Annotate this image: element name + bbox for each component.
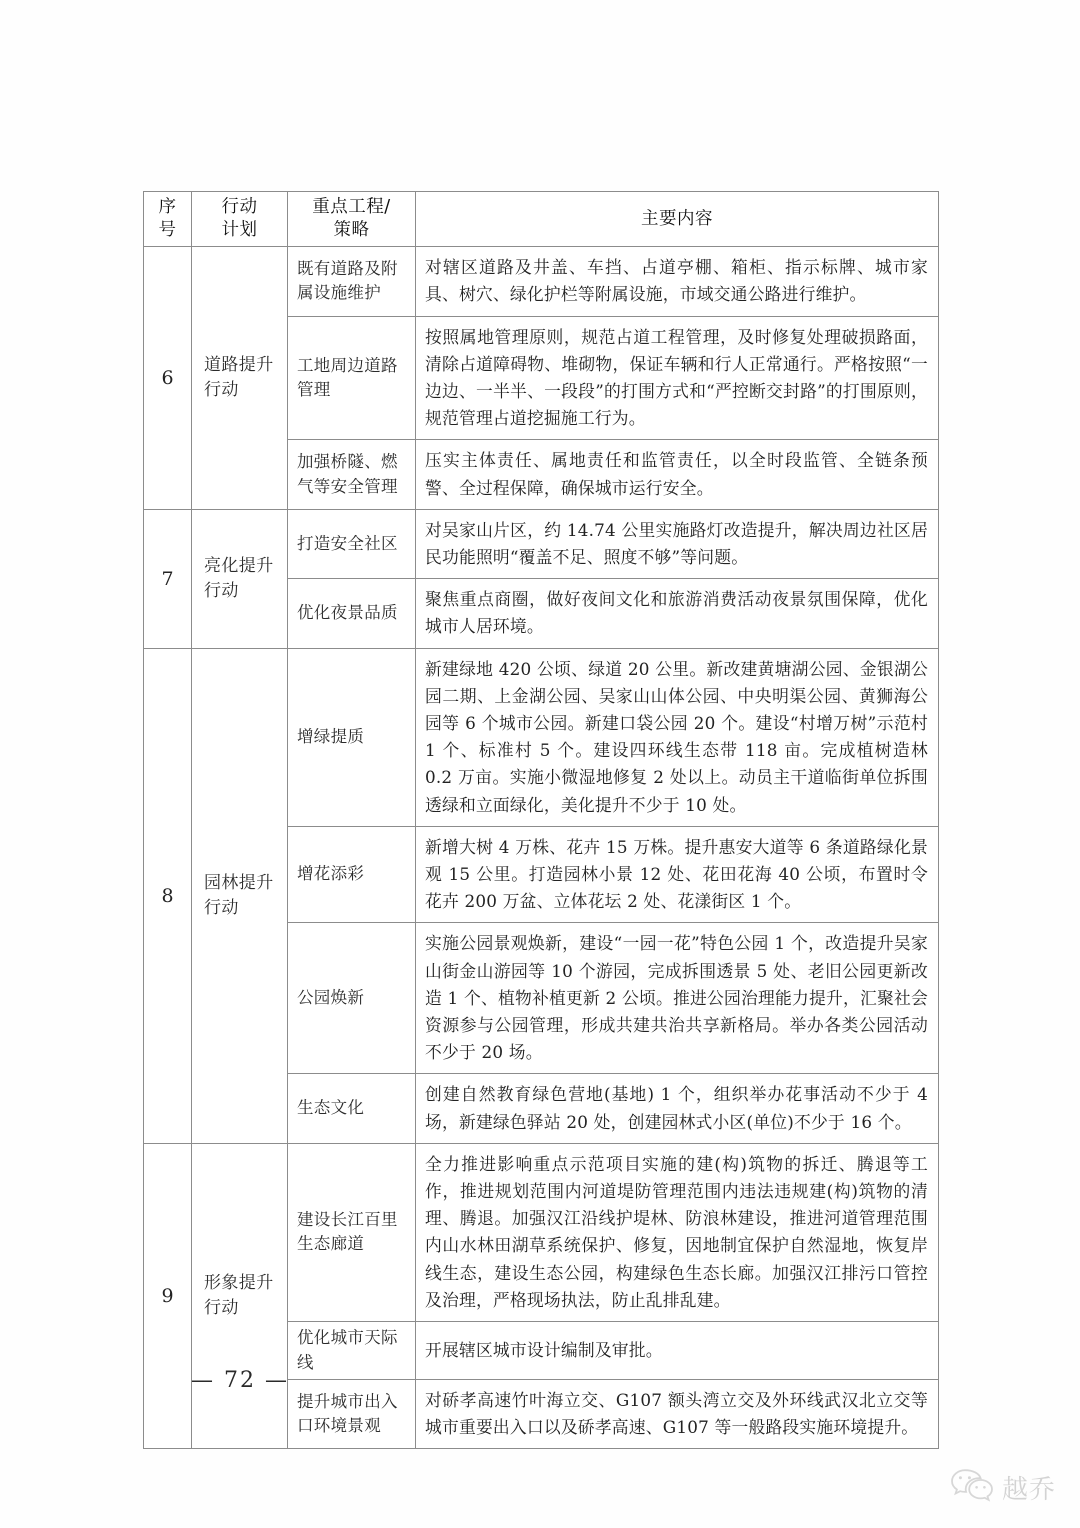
cell-main-content: 对吴家山片区，约 14.74 公里实施路灯改造提升，解决周边社区居民功能照明“覆盖不足、照度不够”等问题。 xyxy=(416,509,939,578)
table-header xyxy=(144,192,939,247)
cell-key-project: 既有道路及附属设施维护 xyxy=(288,247,416,316)
cell-main-content: 聚焦重点商圈，做好夜间文化和旅游消费活动夜景氛围保障，优化城市人居环境。 xyxy=(416,579,939,648)
column-header-project-line1: 重点工程/ xyxy=(312,197,391,217)
cell-main-content: 对硚孝高速竹叶海立交、G107 额头湾立交及外环线武汉北立交等城市重要出入口以及硚孝高速、G107 等一般路段实施环境提升。 xyxy=(416,1379,939,1448)
wechat-icon xyxy=(950,1468,994,1506)
cell-main-content: 对辖区道路及井盖、车挡、占道亭棚、箱柜、指示标牌、城市家具、树穴、绿化护栏等附属设施，市域交通公路进行维护。 xyxy=(416,247,939,316)
cell-key-project: 提升城市出入口环境景观 xyxy=(288,1379,416,1448)
cell-sequence-number: 9 xyxy=(144,1143,192,1448)
cell-main-content: 开展辖区城市设计编制及审批。 xyxy=(416,1322,939,1380)
cell-main-content: 创建自然教育绿色营地(基地) 1 个，组织举办花事活动不少于 4 场，新建绿色驿站 20 处，创建园林式小区(单位)不少于 16 个。 xyxy=(416,1074,939,1143)
page-number: — 72 — xyxy=(191,1368,289,1393)
column-header-no: 序号 xyxy=(144,192,192,247)
cell-key-project: 生态文化 xyxy=(288,1074,416,1143)
table-row xyxy=(144,1143,939,1321)
table-row xyxy=(144,247,939,316)
column-header-main: 主要内容 xyxy=(416,192,939,247)
table-body xyxy=(144,247,939,1449)
cell-main-content: 全力推进影响重点示范项目实施的建(构)筑物的拆迁、腾退等工作，推进规划范围内河道堤防管理范围内违法违规建(构)筑物的清理、腾退。加强汉江沿线护堤林、防浪林建设，推进河道管理范围内山水林田湖草系统保护、修复，因地制宜保护自然湿地，恢复岸线生态，建设生态公园，构建绿色生态长廊。加强汉江排污口管控及治理，严格现场执法，防止乱排乱建。 xyxy=(416,1143,939,1321)
cell-action-plan: 园林提升行动 xyxy=(192,648,288,1143)
cell-sequence-number: 8 xyxy=(144,648,192,1143)
cell-sequence-number: 7 xyxy=(144,509,192,648)
cell-key-project: 增绿提质 xyxy=(288,648,416,826)
table-row xyxy=(144,509,939,578)
cell-sequence-number: 6 xyxy=(144,247,192,510)
cell-key-project: 公园焕新 xyxy=(288,923,416,1074)
cell-main-content: 新增大树 4 万株、花卉 15 万株。提升惠安大道等 6 条道路绿化景观 15 公里。打造园林小景 12 处、花田花海 40 公顷，布置时令花卉 200 万盆、立体花坛 2 处、花漾街区 1 个。 xyxy=(416,826,939,923)
cell-main-content: 实施公园景观焕新，建设“一园一花”特色公园 1 个，改造提升吴家山街金山游园等 10 个游园，完成拆围透景 5 处、老旧公园更新改造 1 个、植物补植更新 2 公顷。推进公园治理能力提升，汇聚社会资源参与公园管理，形成共建共治共享新格局。举办各类公园活动不少于 20 场。 xyxy=(416,923,939,1074)
column-header-plan-line1: 行动 xyxy=(221,197,258,217)
cell-key-project: 增花添彩 xyxy=(288,826,416,923)
column-header-plan xyxy=(192,192,288,247)
cell-key-project: 加强桥隧、燃气等安全管理 xyxy=(288,440,416,509)
column-header-project xyxy=(288,192,416,247)
column-header-plan-line2: 计划 xyxy=(221,220,258,241)
column-header-project-line2: 策略 xyxy=(333,220,370,241)
watermark-text: 越乔 xyxy=(1001,1474,1056,1505)
table-header-row xyxy=(144,192,939,247)
cell-key-project: 优化夜景品质 xyxy=(288,579,416,648)
cell-main-content: 新建绿地 420 公顷、绿道 20 公里。新改建黄塘湖公园、金银湖公园二期、上金湖公园、吴家山山体公园、中央明渠公园、黄狮海公园等 6 个城市公园。新建口袋公园 20 个。建设“村增万树”示范村 1 个、标准村 5 个。建设四环线生态带 118 亩。完成植树造林 0.2 万亩。实施小微湿地修复 2 处以上。动员主干道临街单位拆围透绿和立面绿化，美化提升不少于 10 处。 xyxy=(416,648,939,826)
cell-key-project: 工地周边道路管理 xyxy=(288,316,416,440)
action-plan-table xyxy=(143,191,939,1449)
cell-key-project: 建设长江百里生态廊道 xyxy=(288,1143,416,1321)
table-row xyxy=(144,648,939,826)
cell-key-project: 打造安全社区 xyxy=(288,509,416,578)
cell-action-plan: 形象提升行动 xyxy=(192,1143,288,1448)
cell-main-content: 按照属地管理原则，规范占道工程管理，及时修复处理破损路面，清除占道障碍物、堆砌物，保证车辆和行人正常通行。严格按照“一边边、一半半、一段段”的打围方式和“严控断交封路”的打围原则，规范管理占道挖掘施工行为。 xyxy=(416,316,939,440)
watermark xyxy=(950,1468,1056,1506)
cell-main-content: 压实主体责任、属地责任和监管责任，以全时段监管、全链条预警、全过程保障，确保城市运行安全。 xyxy=(416,440,939,509)
cell-action-plan: 道路提升行动 xyxy=(192,247,288,510)
cell-key-project: 优化城市天际线 xyxy=(288,1322,416,1380)
cell-action-plan: 亮化提升行动 xyxy=(192,509,288,648)
